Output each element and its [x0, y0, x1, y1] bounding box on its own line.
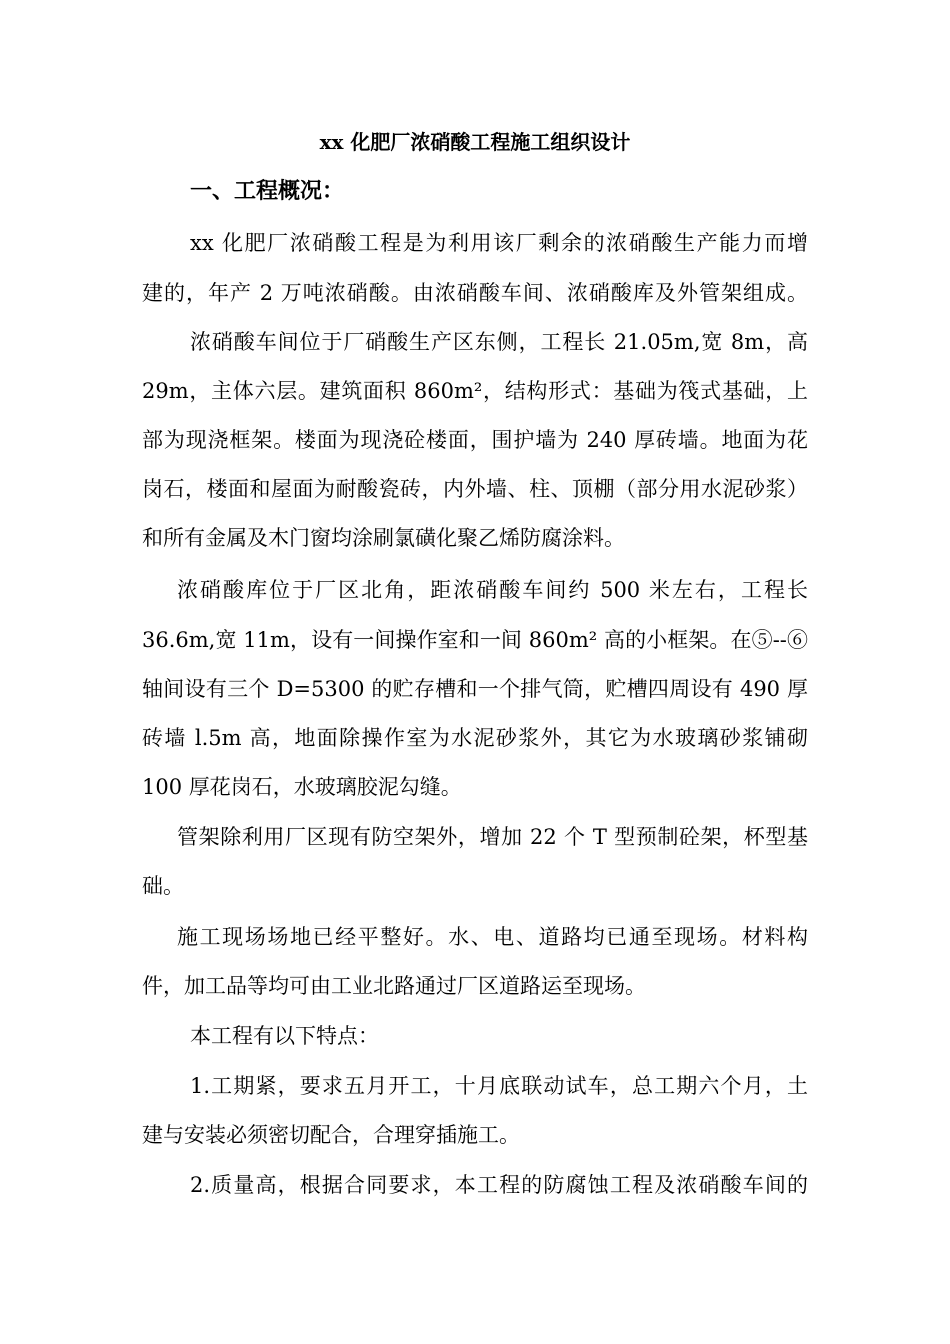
text-line: 1.工期紧，要求五月开工，十月底联动试车，总工期六个月，土 — [190, 1074, 808, 1098]
text-line: 浓硝酸库位于厂区北角，距浓硝酸车间约 500 米左右，工程长 — [177, 578, 808, 602]
text-line: 件，加工品等均可由工业北路通过厂区道路运至现场。 — [142, 974, 646, 998]
document-title: xx 化肥厂浓硝酸工程施工组织设计 — [319, 130, 631, 154]
text-line: 施工现场场地已经平整好。水、电、道路均已通至现场。材料构 — [177, 925, 808, 949]
text-line: 36.6m,宽 11m，设有一间操作室和一间 860m² 高的小框架。在⑤--⑥ — [142, 628, 808, 652]
section-heading: 一、工程概况： — [190, 178, 345, 204]
text-line: 本工程有以下特点： — [190, 1024, 379, 1048]
text-line: 管架除利用厂区现有防空架外，增加 22 个 T 型预制砼架，杯型基 — [177, 825, 808, 849]
text-line: 建的，年产 2 万吨浓硝酸。由浓硝酸车间、浓硝酸库及外管架组成。 — [142, 281, 808, 305]
text-line: 砖墙 l.5m 高，地面除操作室为水泥砂浆外，其它为水玻璃砂浆铺砌 — [142, 726, 808, 750]
text-line: 29m，主体六层。建筑面积 860m²，结构形式：基础为筏式基础，上 — [142, 379, 808, 403]
text-line: 轴间设有三个 D=5300 的贮存槽和一个排气筒，贮槽四周设有 490 厚 — [142, 677, 808, 701]
text-line: 建与安装必须密切配合，合理穿插施工。 — [142, 1123, 520, 1147]
text-line: 100 厚花岗石，水玻璃胶泥勾缝。 — [142, 775, 462, 799]
text-line: 2.质量高，根据合同要求，本工程的防腐蚀工程及浓硝酸车间的 — [190, 1173, 808, 1197]
text-line: 和所有金属及木门窗均涂刷氯磺化聚乙烯防腐涂料。 — [142, 526, 625, 550]
text-line: 部为现浇框架。楼面为现浇砼楼面，围护墙为 240 厚砖墙。地面为花 — [142, 428, 808, 452]
text-line: 浓硝酸车间位于厂硝酸生产区东侧，工程长 21.05m,宽 8m，高 — [190, 330, 808, 354]
text-line: xx 化肥厂浓硝酸工程是为利用该厂剩余的浓硝酸生产能力而增 — [190, 231, 808, 255]
text-line: 础。 — [142, 874, 184, 898]
text-line: 岗石，楼面和屋面为耐酸瓷砖，内外墙、柱、顶棚（部分用水泥砂浆） — [142, 477, 808, 501]
